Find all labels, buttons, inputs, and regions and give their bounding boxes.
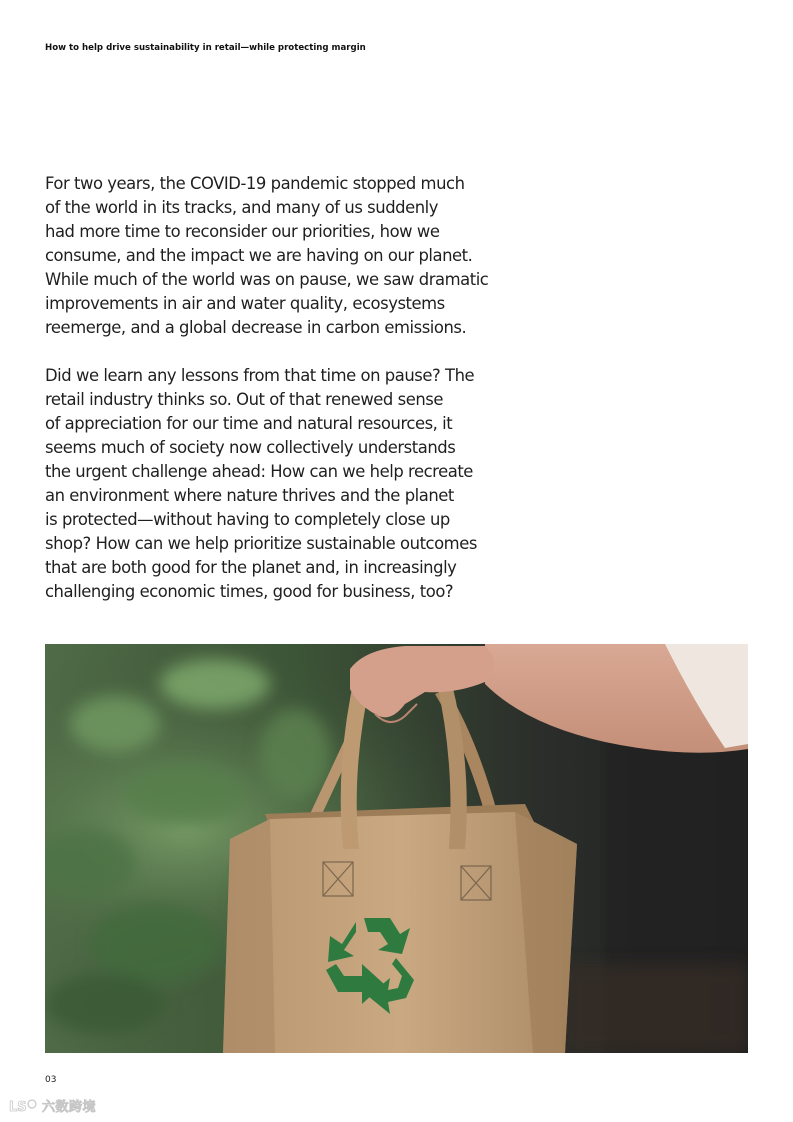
text-line: improvements in air and water quality, ecosystems bbox=[45, 294, 445, 313]
paragraph-1 bbox=[45, 172, 525, 340]
article-body bbox=[45, 172, 525, 604]
paragraph-2 bbox=[45, 364, 525, 604]
hero-photo-shopping-bag bbox=[45, 644, 748, 1053]
text-line: shop? How can we help prioritize sustainable outcomes bbox=[45, 534, 477, 553]
text-line: had more time to reconsider our priorities, how we bbox=[45, 222, 440, 241]
text-line: consume, and the impact we are having on our planet. bbox=[45, 246, 473, 265]
watermark-logo-icon bbox=[8, 1097, 38, 1115]
text-line: seems much of society now collectively understands bbox=[45, 438, 456, 457]
running-header: How to help drive sustainability in retail—while protecting margin bbox=[45, 43, 366, 53]
text-line: For two years, the COVID-19 pandemic stopped much bbox=[45, 174, 465, 193]
watermark-text: 六数跨境 bbox=[42, 1100, 97, 1115]
text-line: an environment where nature thrives and the planet bbox=[45, 486, 454, 505]
text-line: of the world in its tracks, and many of us suddenly bbox=[45, 198, 439, 217]
text-line: Did we learn any lessons from that time on pause? The bbox=[45, 366, 475, 385]
text-line: reemerge, and a global decrease in carbon emissions. bbox=[45, 318, 467, 337]
svg-text:LS: LS bbox=[9, 1099, 27, 1115]
text-line: challenging economic times, good for business, too? bbox=[45, 582, 454, 601]
page-number: 03 bbox=[45, 1075, 57, 1085]
text-line: retail industry thinks so. Out of that renewed sense bbox=[45, 390, 444, 409]
text-line: is protected—without having to completely close up bbox=[45, 510, 450, 529]
text-line: While much of the world was on pause, we saw dramatic bbox=[45, 270, 489, 289]
text-line: of appreciation for our time and natural resources, it bbox=[45, 414, 453, 433]
text-line: the urgent challenge ahead: How can we help recreate bbox=[45, 462, 473, 481]
text-line: that are both good for the planet and, in increasingly bbox=[45, 558, 457, 577]
watermark bbox=[8, 1096, 96, 1115]
